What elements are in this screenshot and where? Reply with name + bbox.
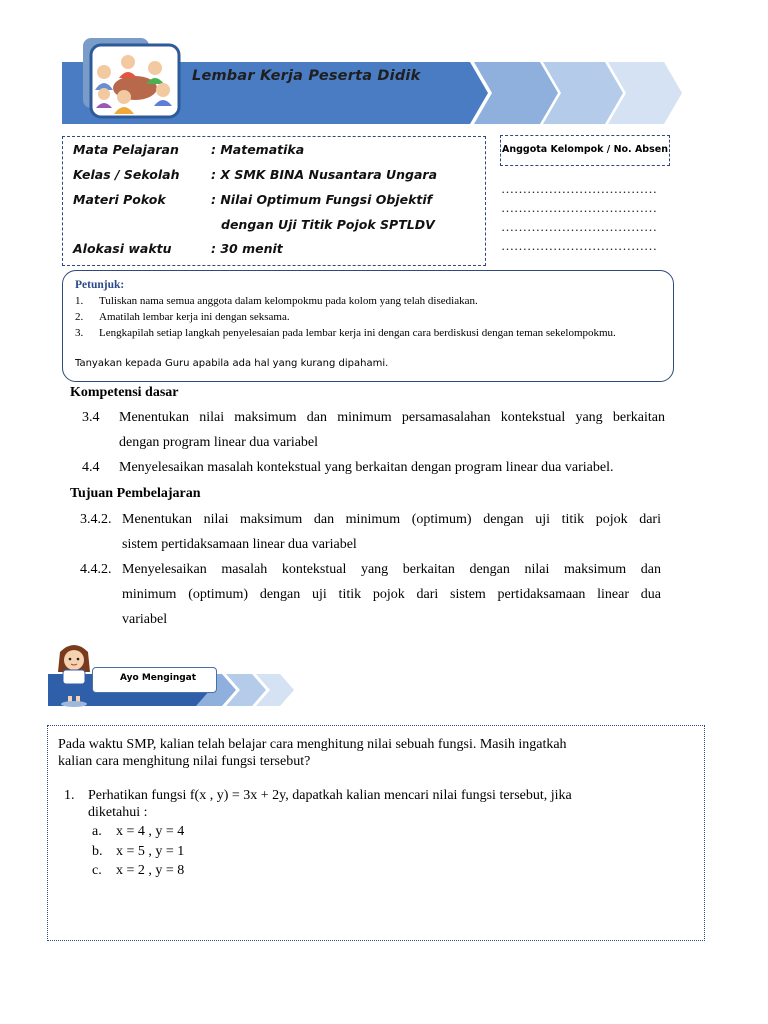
group-members-title: Anggota Kelompok / No. Absen — [502, 144, 668, 155]
question-intro: kalian cara menghitung nilai fungsi tersebut? — [58, 754, 311, 769]
tp-number: 3.4.2. — [80, 512, 112, 527]
info-label-topic: Materi Pokok — [73, 192, 166, 207]
group-members-header — [500, 135, 670, 166]
kd-text: Menyelesaikan masalah kontekstual yang berkaitan dengan program linear dua variabel. — [119, 460, 614, 475]
member-line[interactable]: ……………………………… — [501, 238, 657, 253]
option-text: x = 4 , y = 4 — [116, 824, 185, 839]
question-number: 1. — [64, 788, 75, 803]
option-letter: a. — [92, 824, 102, 839]
tp-text: minimum (optimum) dengan uji titik pojok dari sistem pertidaksamaan linear dua — [122, 587, 661, 602]
kd-number: 3.4 — [82, 410, 100, 425]
info-label-subject: Mata Pelajaran — [73, 142, 179, 157]
info-value-subject: : Matematika — [211, 142, 305, 157]
kd-number: 4.4 — [82, 460, 100, 475]
question-text: diketahui : — [88, 805, 148, 820]
member-line[interactable]: ……………………………… — [501, 219, 657, 234]
option-letter: c. — [92, 863, 102, 878]
member-line[interactable]: ……………………………… — [501, 181, 657, 196]
ayo-mengingat-label-box — [92, 667, 217, 693]
tujuan-heading: Tujuan Pembelajaran — [70, 486, 201, 501]
instructions-label: Petunjuk: — [75, 279, 125, 291]
kompetensi-heading: Kompetensi dasar — [70, 385, 179, 400]
subject-info-box — [62, 136, 486, 266]
tp-number: 4.4.2. — [80, 562, 112, 577]
ayo-mengingat-label: Ayo Mengingat — [120, 673, 197, 683]
info-label-class: Kelas / Sekolah — [73, 167, 180, 182]
question-text: Perhatikan fungsi f(x , y) = 3x + 2y, dapatkah kalian mencari nilai fungsi tersebut, jika — [88, 788, 572, 803]
question-box — [47, 725, 705, 941]
kd-text: dengan program linear dua variabel — [119, 435, 319, 450]
info-label-time: Alokasi waktu — [73, 241, 172, 256]
tp-text: sistem pertidaksamaan linear dua variabel — [122, 537, 357, 552]
option-letter: b. — [92, 844, 103, 859]
option-text: x = 2 , y = 8 — [116, 863, 185, 878]
kd-text: Menentukan nilai maksimum dan minimum persamasalahan kontekstual yang berkaitan — [119, 410, 665, 425]
info-value-topic: : Nilai Optimum Fungsi Objektif — [211, 192, 433, 207]
info-value-time: : 30 menit — [211, 241, 283, 256]
info-value-class: : X SMK BINA Nusantara Ungara — [211, 167, 438, 182]
tp-text: Menentukan nilai maksimum dan minimum (optimum) dengan uji titik pojok dari — [122, 512, 661, 527]
question-intro: Pada waktu SMP, kalian telah belajar cara menghitung nilai sebuah fungsi. Masih ingatkah — [58, 737, 567, 752]
worksheet-title: Lembar Kerja Peserta Didik — [192, 68, 421, 84]
member-line[interactable]: ……………………………… — [501, 200, 657, 215]
tp-text: variabel — [122, 612, 168, 627]
info-value-topic-cont: dengan Uji Titik Pojok SPTLDV — [221, 217, 435, 232]
instructions-box: Petunjuk: 1. Tuliskan nama semua anggota dalam kelompokmu pada kolom yang telah disediakan. 2. Amatilah lembar kerja ini dengan seksama. 3. Lengkapilah setiap langkah penyelesaian pada lembar kerja ini dengan cara berdiskusi dengan teman sekelompokmu. Tanyakan kepada Guru apabila ada hal yang kurang dipahami. — [62, 270, 674, 382]
tp-text: Menyelesaikan masalah kontekstual yang berkaitan dengan nilai maksimum dan — [122, 562, 661, 577]
instructions-note: Tanyakan kepada Guru apabila ada hal yang kurang dipahami. — [75, 358, 389, 369]
option-text: x = 5 , y = 1 — [116, 844, 185, 859]
